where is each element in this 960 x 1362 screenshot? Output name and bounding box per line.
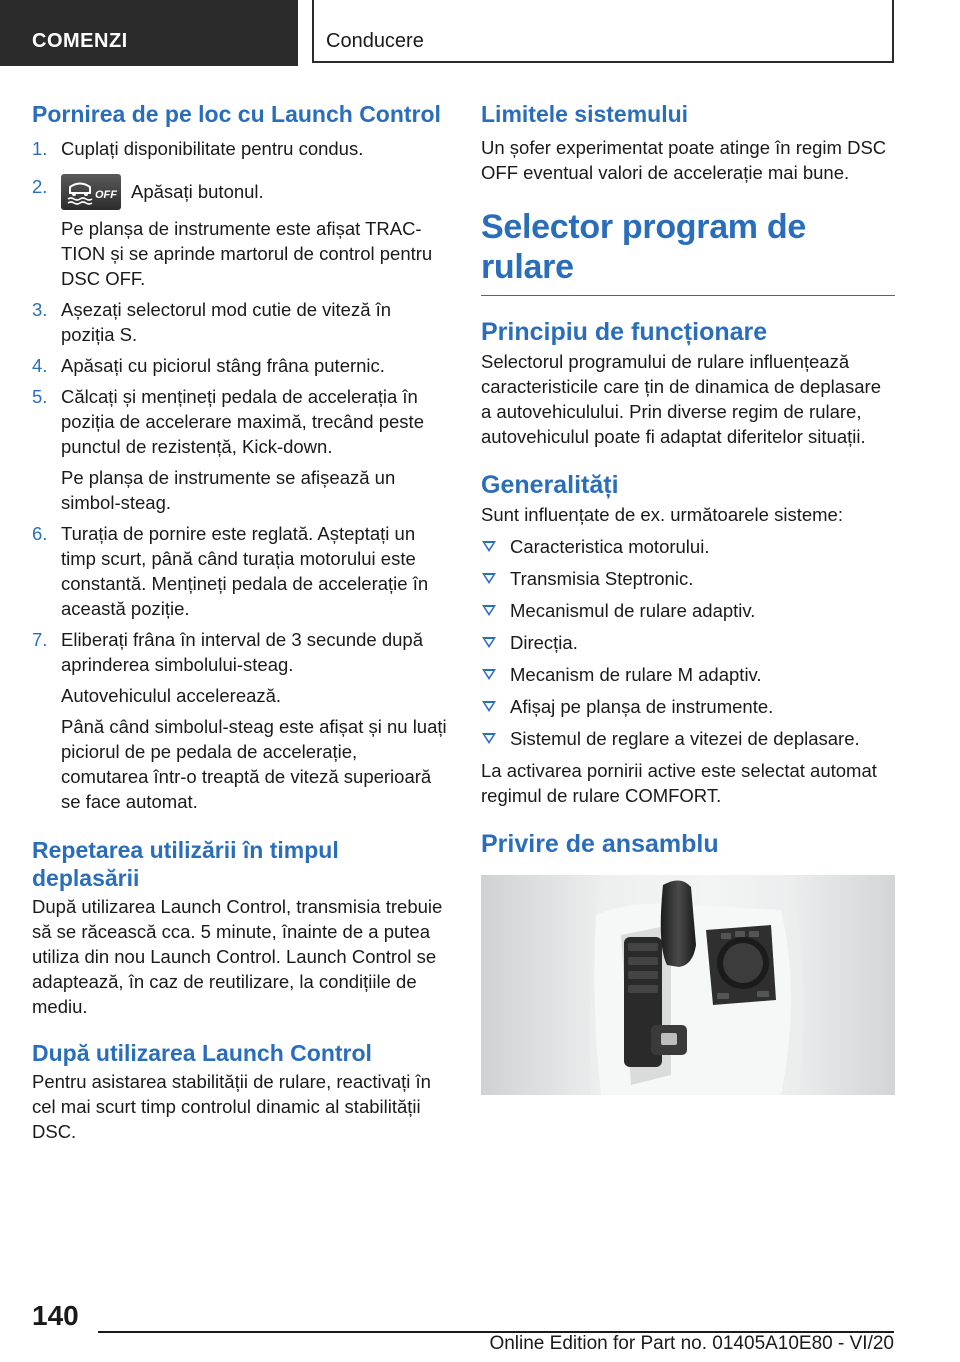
triangle-bullet-icon — [482, 541, 496, 552]
triangle-bullet-icon — [482, 669, 496, 680]
bullet-text: Mecanismul de rulare adaptiv. — [510, 600, 756, 621]
step-text: Turația de pornire este reglată. Așteptați un timp scurt, până când turația motorului este constantă. Mențineți pedala de accelerație în această poziție. — [61, 523, 429, 619]
dsc-off-label: OFF — [95, 189, 117, 201]
step-continuation: Pe planșa de instrumente se afișează un simbol-steag. — [61, 467, 396, 513]
step-2 — [32, 174, 448, 291]
bullet-item — [481, 566, 895, 591]
triangle-bullet-icon — [482, 733, 496, 744]
step-4 — [32, 353, 448, 378]
step-1 — [32, 136, 448, 161]
left-column — [32, 100, 448, 1144]
general-intro: Sunt influențate de ex. următoarele sisteme: — [481, 504, 843, 525]
step-continuation: Pe planșa de instrumente este afișat TRAC-TION și se aprinde martorul de control pentru DSC OFF. — [61, 218, 433, 289]
general-outro: La activarea pornirii active este selectat automat regimul de rulare COMFORT. — [481, 760, 877, 806]
step-7 — [32, 627, 448, 814]
triangle-bullet-icon — [482, 701, 496, 712]
step-number: 2. — [32, 176, 48, 197]
bullet-item — [481, 726, 895, 751]
bullet-item — [481, 534, 895, 559]
step-number: 6. — [32, 523, 48, 544]
step-text: Apăsați cu piciorul stâng frâna puternic. — [61, 355, 385, 376]
functional-principle-title: Principiu de funcționare — [481, 318, 768, 346]
bullet-item — [481, 598, 895, 623]
step-number: 5. — [32, 386, 48, 407]
driving-program-selector-title: Selector program de rulare — [481, 207, 895, 296]
triangle-bullet-icon — [482, 605, 496, 616]
bullet-item — [481, 694, 895, 719]
functional-principle-text: Selectorul programului de rulare influențează caracteristicile care țin de dinamica de deplasare a autovehiculului. Prin diverse regim de rulare, autovehiculul poate fi adaptat diferitelor situații. — [481, 351, 882, 447]
step-6 — [32, 521, 448, 621]
right-column — [481, 100, 895, 1095]
page-number: 140 — [32, 1300, 79, 1331]
step-number: 1. — [32, 138, 48, 159]
step-text: Așezați selectorul mod cutie de viteză în poziția S. — [61, 299, 392, 345]
step-text: Apăsați butonul. — [131, 181, 264, 202]
section-tab — [0, 0, 298, 66]
step-3 — [32, 297, 448, 347]
bullet-text: Direcția. — [510, 632, 578, 653]
step-number: 7. — [32, 629, 48, 650]
general-title: Generalități — [481, 471, 619, 499]
page-header — [0, 0, 960, 66]
step-number: 3. — [32, 299, 48, 320]
edition-text: Online Edition for Part no. 01405A10E80 - VI/20 — [489, 1333, 894, 1354]
bullet-text: Caracteristica motorului. — [510, 536, 710, 557]
step-text: Călcați și mențineți pedala de accelerația în poziția de accelerare maximă, trecând peste punctul de rezistență, Kick-down. — [61, 386, 424, 457]
section-label: COMENZI — [32, 30, 128, 52]
system-limits-title: Limitele sistemului — [481, 101, 689, 127]
triangle-bullet-icon — [482, 637, 496, 648]
system-limits-text: Un șofer experimentat poate atinge în regim DSC OFF eventual valori de accelerație mai bune. — [481, 137, 887, 183]
overview-title: Privire de ansamblu — [481, 830, 719, 858]
step-continuation: Autovehiculul accelerează. — [61, 685, 282, 706]
dsc-off-button-icon — [61, 174, 121, 210]
repeat-use-title: Repetarea utilizării în timpul deplasării — [32, 837, 339, 891]
bullet-text: Transmisia Steptronic. — [510, 568, 694, 589]
after-use-title: După utilizarea Launch Control — [32, 1040, 372, 1066]
step-5 — [32, 384, 448, 515]
step-continuation: Până când simbolul-steag este afișat și nu luați piciorul de pe pedala de accelerație, comutarea într-o treaptă de viteză superioară se face automat. — [61, 716, 447, 812]
bullet-text: Mecanism de rulare M adaptiv. — [510, 664, 762, 685]
center-console-photo — [481, 875, 895, 1095]
step-text-with-button — [61, 174, 448, 210]
after-use-text: Pentru asistarea stabilității de rulare, reactivați în cel mai scurt timp controlul dinamic al stabilității DSC. — [32, 1071, 431, 1142]
bullet-item — [481, 630, 895, 655]
step-number: 4. — [32, 355, 48, 376]
step-text: Eliberați frâna în interval de 3 secunde după aprinderea simbolului-steag. — [61, 629, 424, 675]
chapter-label: Conducere — [326, 30, 424, 52]
bullet-text: Sistemul de reglare a vitezei de deplasare. — [510, 728, 860, 749]
repeat-use-text: După utilizarea Launch Control, transmisia trebuie să se răcească cca. 5 minute, înainte de a putea utiliza din nou Launch Control. Launch Control se adaptează, în caz de reutilizare, la condițiile de mediu. — [32, 896, 443, 1017]
bullet-item — [481, 662, 895, 687]
chapter-tab — [312, 0, 894, 63]
triangle-bullet-icon — [482, 573, 496, 584]
step-text: Cuplați disponibilitate pentru condus. — [61, 138, 364, 159]
launch-control-title: Pornirea de pe loc cu Launch Control — [32, 101, 441, 127]
bullet-text: Afișaj pe planșa de instrumente. — [510, 696, 774, 717]
